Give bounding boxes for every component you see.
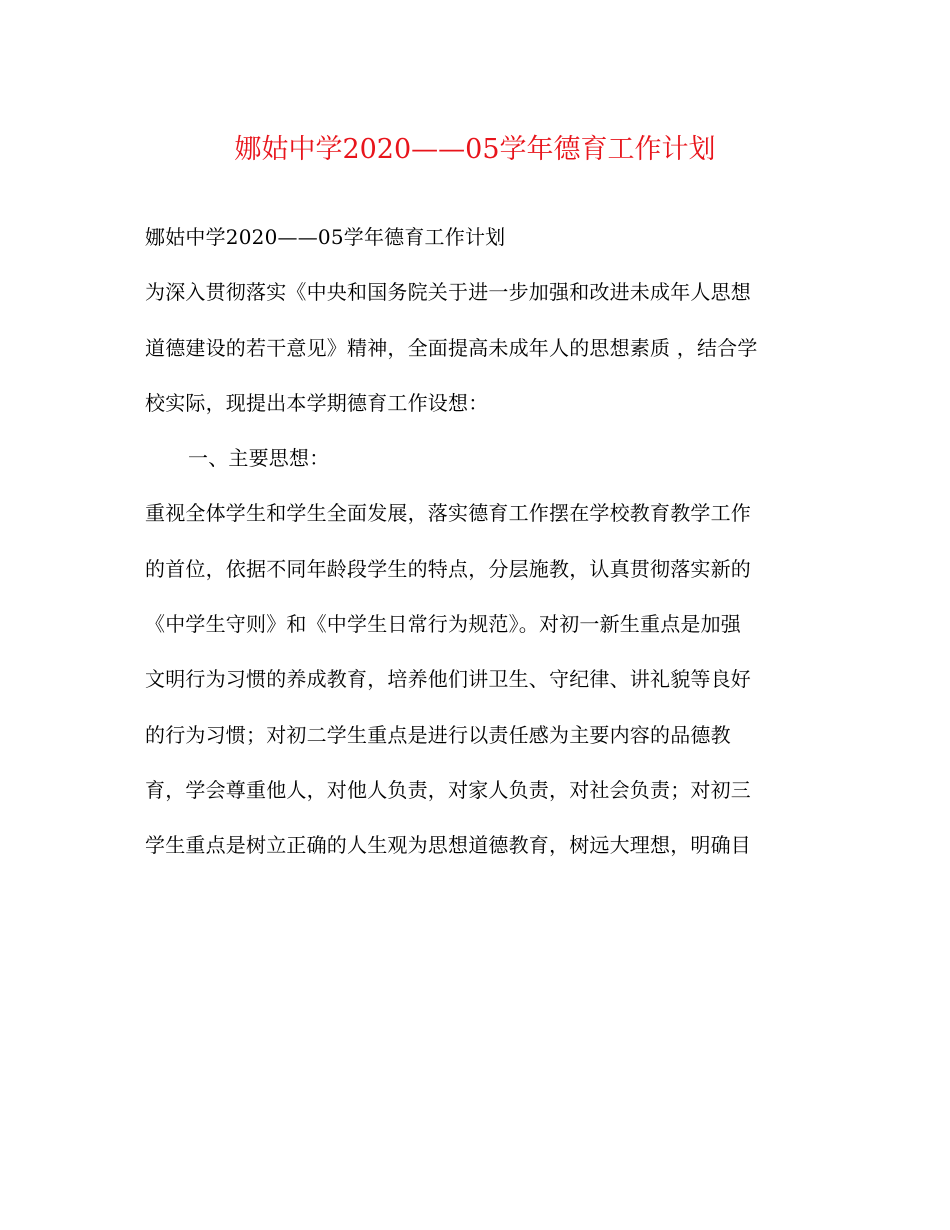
paragraph-line: 《中学生守则》和《中学生日常行为规范》。对初一新生重点是加强	[145, 612, 741, 637]
paragraph-line: 为深入贯彻落实《中央和国务院关于进一步加强和改进未成年人思想	[145, 280, 751, 305]
paragraph-line: 的行为习惯；对初二学生重点是进行以责任感为主要内容的品德教	[145, 722, 731, 747]
paragraph-line: 重视全体学生和学生全面发展，落实德育工作摆在学校教育教学工作	[145, 501, 751, 526]
paragraph-line: 校实际，现提出本学期德育工作设想：	[145, 390, 489, 415]
paragraph-line: 学生重点是树立正确的人生观为思想道德教育，树远大理想，明确目	[145, 833, 751, 858]
paragraph-line: 文明行为习惯的养成教育，培养他们讲卫生、守纪律、讲礼貌等良好	[145, 667, 751, 692]
document-body	[145, 210, 805, 874]
document-title: 娜姑中学2020——05学年德育工作计划	[234, 134, 716, 165]
section-heading: 一、主要思想：	[188, 446, 330, 471]
paragraph-line: 的首位，依据不同年龄段学生的特点，分层施教，认真贯彻落实新的	[145, 556, 751, 581]
paragraph-line: 道德建设的若干意见》精神，全面提高未成年人的思想素质 ，结合学	[145, 335, 758, 360]
paragraph-subtitle: 娜姑中学2020——05学年德育工作计划	[145, 225, 506, 249]
paragraph-line: 育，学会尊重他人，对他人负责，对家人负责，对社会负责；对初三	[145, 777, 751, 802]
